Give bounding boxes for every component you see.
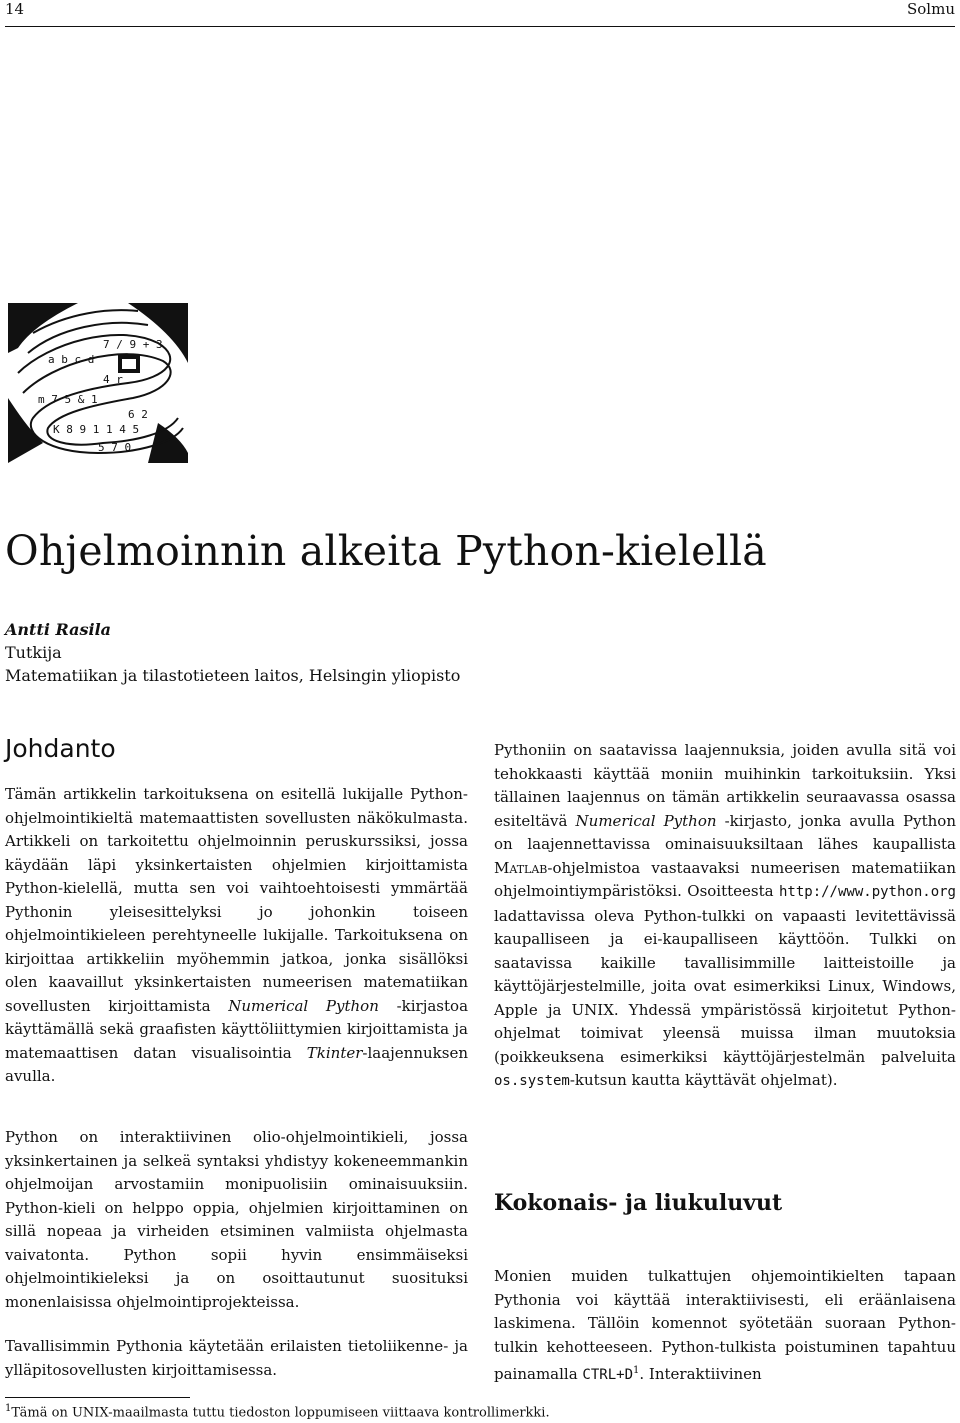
intro-paragraph-1: Tämän artikkelin tarkoituksena on esitellä lukijalle Python-ohjelmointikieltä matemaattisten sovellusten näkökulmasta. Artikkeli on tarkoitettu ohjelmoinnin peruskurssiksi, jossa käydään läpi yksinkertaisten ohjelmien kirjoittamista Python-kielellä, mutta sen voi vaihtoehtoisesti ymmärtää Pythonin yleisesittelyksi jo johonkin toiseen ohjelmointikieleen perehtyneelle lukijalle. Tarkoituksena on kirjoittaa artikkeliin myöhemmin jatkoa, jonka sisällöksi olen kaavaillut yksinkertaisten numeerisen matematiikan sovellusten kirjoittamista Numerical Python -kirjastoa käyttämällä sekä graafisten käyttöliittymien kirjoittamista ja matemaattisen datan visualisointia Tkinter-laajennuksen avulla. — [5, 785, 469, 1085]
numbers-paragraph-1: Monien muiden tulkattujen ohjemointikielten tapaan Pythonia voi käyttää interaktiivisesti, eli eräänlaisena laskimena. Tällöin komennot syötetään suoraan Python-tulkin kehotteeseen. Python-tulkista poistuminen tapahtuu painamalla $CTRL+D^1$. Interaktiivinen — [494, 1267, 956, 1383]
page-header — [5, 0, 955, 26]
svg-text:7 / 9 + 3: 7 / 9 + 3 — [103, 338, 163, 351]
intro-paragraph-4: Pythoniin on saatavissa laajennuksia, joiden avulla sitä voi tehokkaasti käyttää moniin muihinkin tarkoituksiin. Yksi tällainen laajennus on tämän artikkelin seuraavassa osassa esiteltävä Numerical Python -kirjasto, jonka avulla Python on laajennettavissa ominaisuuksiltaan lähes kaupallista Matlab-ohjelmistoa vastaavaksi numeerisen matematiikan ohjelmointiympäristöksi. Osoitteesta http://www.python.org ladattavissa oleva Python-tulkki on vapaasti levitettävissä kaupalliseen ja ei-kaupalliseen käyttöön. Tulkki on saatavissa kaikille tavallisimmille laitteistoille ja käyttöjärjestelmille, joita ovat esimerkiksi Linux, Windows, Apple ja UNIX. Yhdessä ympäristössä kirjoitetut Python-ohjelmat toimivat yleensä muissa ilman muutoksia (poikkeuksena esimerkiksi käyttöjärjestelmän palveluita os.system-kutsun kautta käyttävät ohjelmat). — [494, 741, 956, 1089]
svg-text:4 r: 4 r — [103, 373, 123, 386]
article-title: Ohjelmoinnin alkeita Python-kielellä — [5, 527, 767, 575]
footnote: $^1$Tämä on UNIX-maailmasta tuttu tiedoston loppumiseen viittaava kontrollimerkki. — [5, 1403, 550, 1421]
footnote-rule — [5, 1397, 190, 1398]
svg-text:5 7 0: 5 7 0 — [98, 441, 132, 454]
section-heading-kokonais: Kokonais- ja liukuluvut — [494, 1190, 783, 1216]
running-title: Solmu — [907, 0, 955, 18]
author-block — [5, 618, 460, 687]
author-name: Antti Rasila — [5, 620, 112, 639]
intro-paragraph-2: Python on interaktiivinen olio-ohjelmointikieli, jossa yksinkertainen ja selkeä syntaksi yhdistyy kokeneemmankin ohjelmoijan arvostamiin monipuolisiin ominaisuuksiin. Python-kieli on helppo oppia, ohjelmien kirjoittaminen on sillä nopeaa ja virheiden etsiminen valmiista ohjelmasta vaivatonta. Python sopii hyvin ensimmäiseksi ohjelmointikieleksi ja on osoittautunut suosituksi monenlaisissa ohjelmointiprojekteissa. — [5, 1128, 468, 1311]
intro-paragraph-3: Tavallisimmin Pythonia käytetään erilaisten tietoliikenne- ja ylläpitosovellusten kirjoittamisessa. — [5, 1337, 468, 1379]
svg-text:m 7 5 & 1: m 7 5 & 1 — [38, 393, 98, 406]
header-rule — [5, 26, 955, 27]
spiral-illustration — [8, 303, 188, 463]
python-url: http://www.python.org — [778, 884, 956, 900]
page-number: 14 — [5, 0, 25, 18]
svg-text:a b c d: a b c d — [48, 353, 95, 366]
svg-text:K 8 9 1 1 4 5: K 8 9 1 1 4 5 — [53, 423, 140, 436]
section-heading-johdanto: Johdanto — [5, 734, 116, 763]
author-role: Tutkija — [5, 643, 62, 662]
author-affiliation: Matematiikan ja tilastotieteen laitos, Helsingin yliopisto — [5, 666, 461, 685]
svg-text:6 2: 6 2 — [128, 408, 148, 421]
